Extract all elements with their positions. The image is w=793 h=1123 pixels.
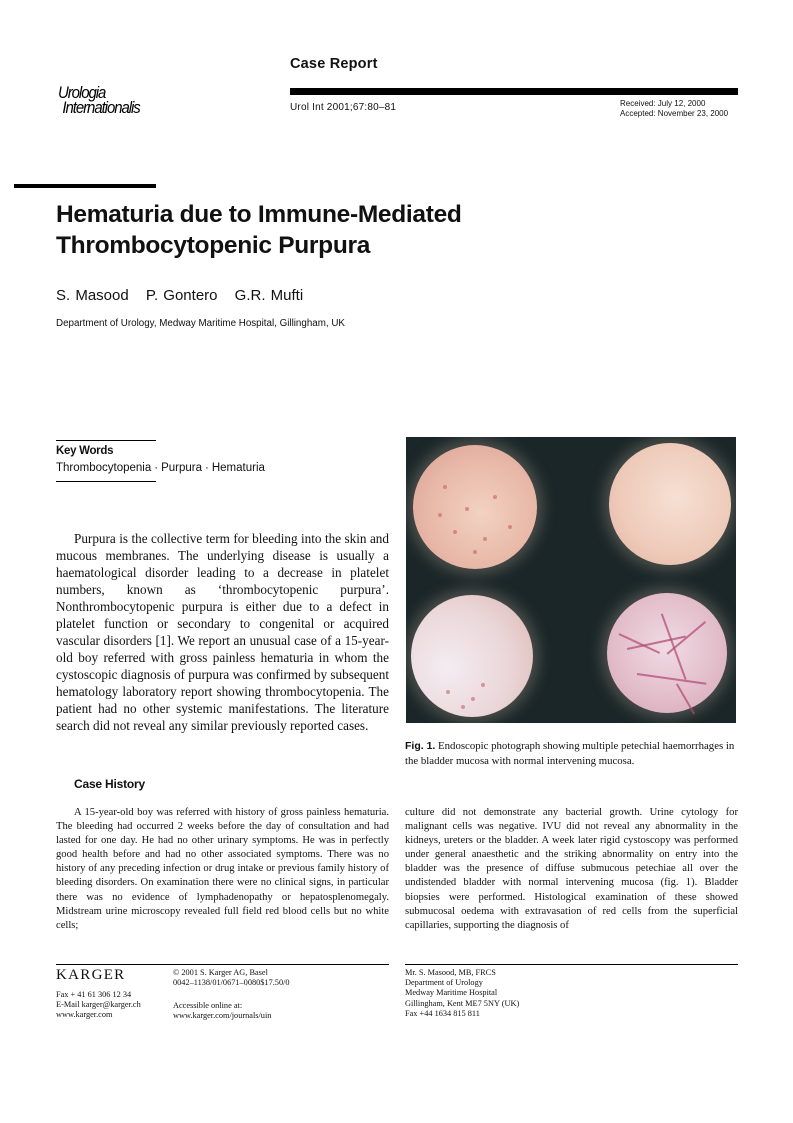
key-word: Thrombocytopenia [56, 462, 152, 474]
key-words-top-rule [56, 440, 156, 441]
figure-caption-text: Endoscopic photograph showing multiple petechial haemorrhages in the bladder mucosa with normal intervening mucosa. [405, 740, 735, 767]
copyright-block [173, 968, 290, 988]
footer-rule-right [405, 964, 738, 965]
author-list [56, 287, 303, 304]
key-word-separator: · [154, 462, 159, 474]
copyright: © 2001 S. Karger AG, Basel [173, 968, 268, 977]
affiliation: Department of Urology, Medway Maritime Hospital, Gillingham, UK [56, 318, 345, 329]
online-url: www.karger.com/journals/uin [173, 1011, 272, 1021]
title-rule [14, 184, 156, 188]
publisher-fax: Fax + 41 61 306 12 34 [56, 990, 132, 999]
online-label: Accessible online at: [173, 1001, 243, 1010]
abstract: Purpura is the collective term for bleeding into the skin and mucous membranes. The underlying disease is usually a haematological disorder leading to a decrease in platelet numbers, known as ‘thrombocytopenic purpura’. Nonthrombocytopenic purpura is either due to a defect in platelet function or secondary to congenital or acquired vascular disorders [1]. We report an unusual case of a 15-year-old boy referred with gross painless hematuria in whom the cystoscopic diagnosis of purpura was confirmed by subsequent hematology laboratory report showing thrombocytopenia. The patient had no other systemic manifestations. The literature search did not reveal any similar previously reported cases. [56, 531, 389, 733]
section-label: Case Report [290, 56, 378, 72]
key-word: Hematuria [211, 462, 265, 474]
endoscopic-view-2 [609, 443, 731, 565]
article-title-line-1: Hematuria due to Immune-Mediated [56, 201, 462, 228]
publisher-logo: KARGER [56, 967, 126, 983]
received-date: Received: July 12, 2000 [620, 99, 706, 108]
key-words-list [56, 462, 265, 474]
journal-logo [58, 85, 140, 115]
case-history-heading: Case History [74, 777, 145, 791]
key-words-heading: Key Words [56, 445, 114, 457]
key-words-bottom-rule [56, 481, 156, 482]
header-rule [290, 88, 738, 95]
correspondence-line: Mr. S. Masood, MB, FRCS [405, 968, 496, 977]
publication-dates [620, 99, 728, 119]
publisher-website: www.karger.com [56, 1010, 113, 1020]
case-history-right-column: culture did not demonstrate any bacterial growth. Urine cytology for malignant cells was negative. IVU did not reveal any abnormality in the kidneys, ureters or the bladder. A week later rigid cystoscopy was performed under general anaesthetic and the striking abnormality on entry into the bladder was the presence of diffuse submucous petechiae all over the undistended bladder with normal intervening mucosa (fig. 1). Bladder biopsies were performed. Histological examination of these showed submucosal oedema with extravasation of red cells from the superficial capillaries, supporting the diagnosis of [405, 807, 738, 931]
correspondence-line: Department of Urology [405, 978, 483, 988]
figure-1-image [406, 437, 736, 723]
endoscopic-view-1 [413, 445, 537, 569]
online-access [173, 1001, 271, 1021]
figure-caption [405, 739, 739, 769]
correspondence-line: Medway Maritime Hospital [405, 988, 498, 998]
figure-label: Fig. 1. [405, 740, 436, 752]
endoscopic-view-3 [411, 595, 533, 717]
journal-logo-line-2: Internationalis [62, 98, 140, 117]
publisher-email: E-Mail karger@karger.ch [56, 1000, 141, 1010]
endoscopic-view-4 [607, 593, 727, 713]
issn: 0042–1138/01/0671–0080$17.50/0 [173, 978, 290, 988]
article-title [56, 199, 462, 261]
key-word-separator: · [205, 462, 209, 474]
author: P. Gontero [145, 287, 218, 304]
author: S. Masood [56, 287, 129, 304]
author: G.R. Mufti [234, 287, 304, 304]
correspondence-line: Fax +44 1634 815 811 [405, 1008, 480, 1018]
correspondence-line: Gillingham, Kent ME7 5NY (UK) [405, 998, 520, 1008]
case-history-left-column: A 15-year-old boy was referred with history of gross painless hematuria. The bleeding had occurred 2 weeks before the day of consultation and had lasted for one day. He had no other urinary symptoms. He was in perfectly good health before and had no other associated symptoms. There was no history of any preceding infection or drug intake or previous family history of bleeding disorders. On examination there were no clinical signs, in particular there was no evidence of lymphadenopathy or hepatosplenomegaly. Midstream urine microscopy revealed full field red blood cells but no white cells; [56, 807, 389, 931]
footer-rule-left [56, 964, 389, 965]
correspondence-address [405, 968, 519, 1019]
publisher-contact [56, 990, 141, 1021]
key-word: Purpura [161, 462, 203, 474]
accepted-date: Accepted: November 23, 2000 [620, 109, 729, 118]
article-title-line-2: Thrombocytopenic Purpura [56, 232, 371, 259]
journal-logo-line-1: Urologia [58, 83, 106, 102]
citation: Urol Int 2001;67:80–81 [290, 102, 397, 113]
